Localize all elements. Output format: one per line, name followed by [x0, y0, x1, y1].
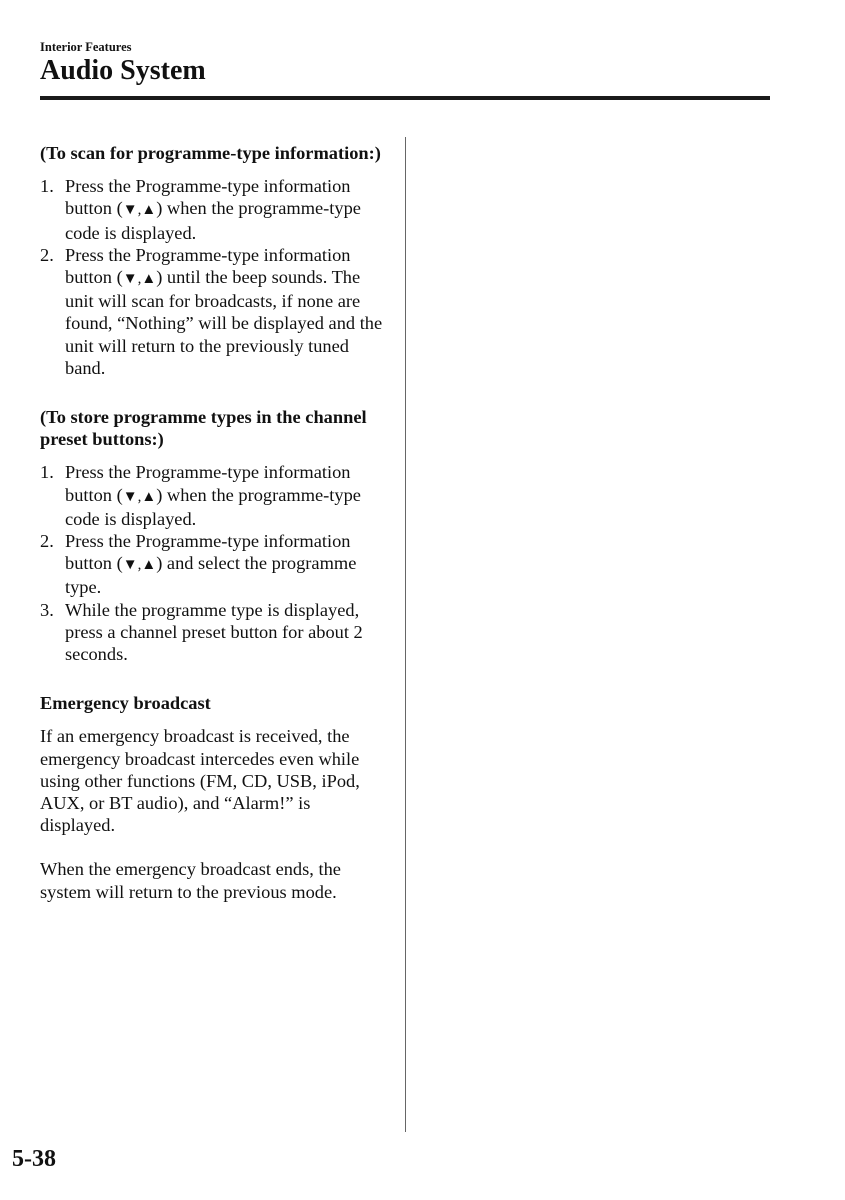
scan-step-2: [40, 244, 385, 379]
step-number: 2.: [40, 244, 54, 265]
column-divider: [405, 137, 406, 1132]
page-title: Audio System: [40, 55, 206, 86]
store-step-1: [40, 461, 385, 530]
step-text: Press the Programme-type information button (: [65, 244, 351, 288]
store-steps: [40, 461, 385, 665]
step-text: Press the Programme-type information button (: [65, 176, 351, 219]
down-up-arrow-icon: ▼,▲: [122, 488, 157, 505]
down-up-arrow-icon: ▼,▲: [122, 271, 157, 288]
step-number: 1.: [40, 176, 54, 197]
step-number: 3.: [40, 599, 54, 620]
step-text: While the programme type is displayed, press a channel preset button for about 2 seconds.: [65, 599, 363, 665]
section-label: Interior Features: [40, 40, 132, 54]
scan-steps: [40, 175, 385, 379]
emergency-heading: Emergency broadcast: [40, 693, 211, 714]
step-number: 1.: [40, 462, 54, 483]
left-column: [40, 142, 385, 903]
scan-heading: (To scan for programme-type information:): [40, 143, 381, 163]
title-rule: [40, 96, 770, 100]
down-up-arrow-icon: ▼,▲: [122, 202, 157, 219]
page-number: 5-38: [12, 1146, 56, 1172]
emergency-paragraph: When the emergency broadcast ends, the system will return to the previous mode.: [40, 859, 341, 902]
down-up-arrow-icon: ▼,▲: [122, 557, 157, 574]
step-text: Press the Programme-type information button (: [65, 462, 351, 505]
store-heading: (To store programme types in the channel preset buttons:): [40, 407, 367, 450]
store-step-2: [40, 530, 385, 599]
store-step-3: [40, 599, 385, 666]
step-text: ) when the programme-type code is displayed.: [65, 484, 361, 529]
step-text: ) and select the programme type.: [65, 553, 357, 598]
scan-step-1: [40, 175, 385, 244]
step-text: ) until the beep sounds. The unit will scan for broadcasts, if none are found, “Nothing” will be displayed and the unit will return to the previously tuned band.: [65, 267, 383, 378]
step-number: 2.: [40, 531, 54, 552]
emergency-paragraph: If an emergency broadcast is received, the emergency broadcast intercedes even while using other functions (FM, CD, USB, iPod, AUX, or BT audio), and “Alarm!” is displayed.: [40, 726, 360, 836]
step-text: ) when the programme-type code is displayed.: [65, 198, 361, 243]
step-text: Press the Programme-type information button (: [65, 531, 351, 574]
